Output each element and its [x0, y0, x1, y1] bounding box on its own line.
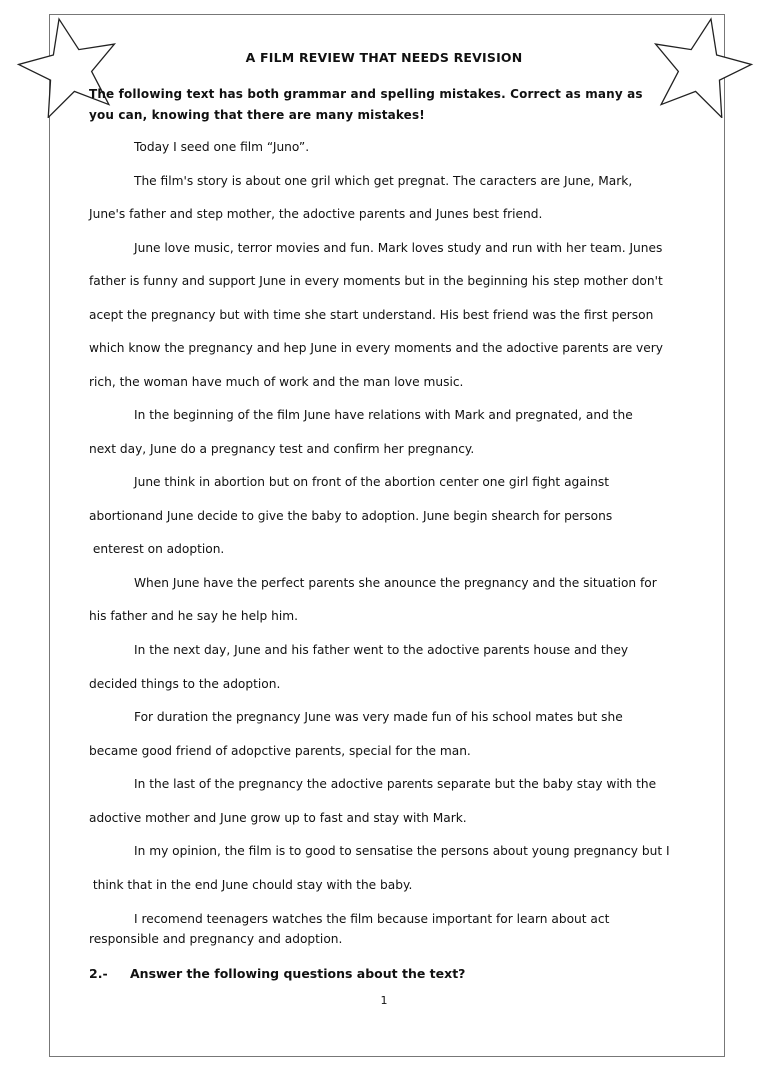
text-line: enterest on adoption.: [89, 542, 225, 556]
text-line: acept the pregnancy but with time she start understand. His best friend was the first person: [89, 308, 654, 322]
text-line: his father and he say he help him.: [89, 609, 298, 623]
text-line: The film's story is about one gril which get pregnat. The caracters are June, Mark,: [134, 174, 633, 188]
page-title: A FILM REVIEW THAT NEEDS REVISION: [245, 50, 523, 65]
text-line: June think in abortion but on front of the abortion center one girl fight against: [134, 475, 609, 489]
page-number: 1: [380, 994, 388, 1007]
text-line: responsible and pregnancy and adoption.: [89, 932, 343, 946]
question-number: 2.-: [89, 966, 108, 981]
text-line: In the next day, June and his father went to the adoctive parents house and they: [134, 643, 629, 657]
page-border: [49, 14, 725, 1057]
text-line: which know the pregnancy and hep June in every moments and the adoctive parents are very: [89, 341, 663, 355]
text-line: For duration the pregnancy June was very made fun of his school mates but she: [134, 710, 623, 724]
text-line: In the beginning of the film June have relations with Mark and pregnated, and the: [134, 408, 633, 422]
text-line: In my opinion, the film is to good to sensatise the persons about young pregnancy but I: [134, 844, 670, 858]
text-line: became good friend of adopctive parents, special for the man.: [89, 744, 471, 758]
text-line: rich, the woman have much of work and the man love music.: [89, 375, 464, 389]
text-line: decided things to the adoption.: [89, 677, 281, 691]
text-line: June love music, terror movies and fun. Mark loves study and run with her team. Junes: [134, 241, 663, 255]
text-line: June's father and step mother, the adoctive parents and Junes best friend.: [89, 207, 543, 221]
instructions-text: The following text has both grammar and spelling mistakes. Correct as many as you can, knowing that there are many mistakes!: [89, 87, 643, 122]
text-line: When June have the perfect parents she anounce the pregnancy and the situation for: [134, 576, 657, 590]
text-line: In the last of the pregnancy the adoctive parents separate but the baby stay with the: [134, 777, 657, 791]
text-line: adoctive mother and June grow up to fast and stay with Mark.: [89, 811, 467, 825]
text-line: next day, June do a pregnancy test and confirm her pregnancy.: [89, 442, 475, 456]
question-text: Answer the following questions about the text?: [130, 966, 466, 981]
text-line: abortionand June decide to give the baby to adoption. June begin shearch for persons: [89, 509, 613, 523]
text-line: Today I seed one film “Juno”.: [134, 140, 310, 154]
text-line: think that in the end June chould stay with the baby.: [89, 878, 413, 892]
question-heading: [89, 966, 465, 981]
text-line: father is funny and support June in every moments but in the beginning his step mother don't: [89, 274, 663, 288]
text-line: I recomend teenagers watches the film because important for learn about act: [134, 912, 610, 926]
